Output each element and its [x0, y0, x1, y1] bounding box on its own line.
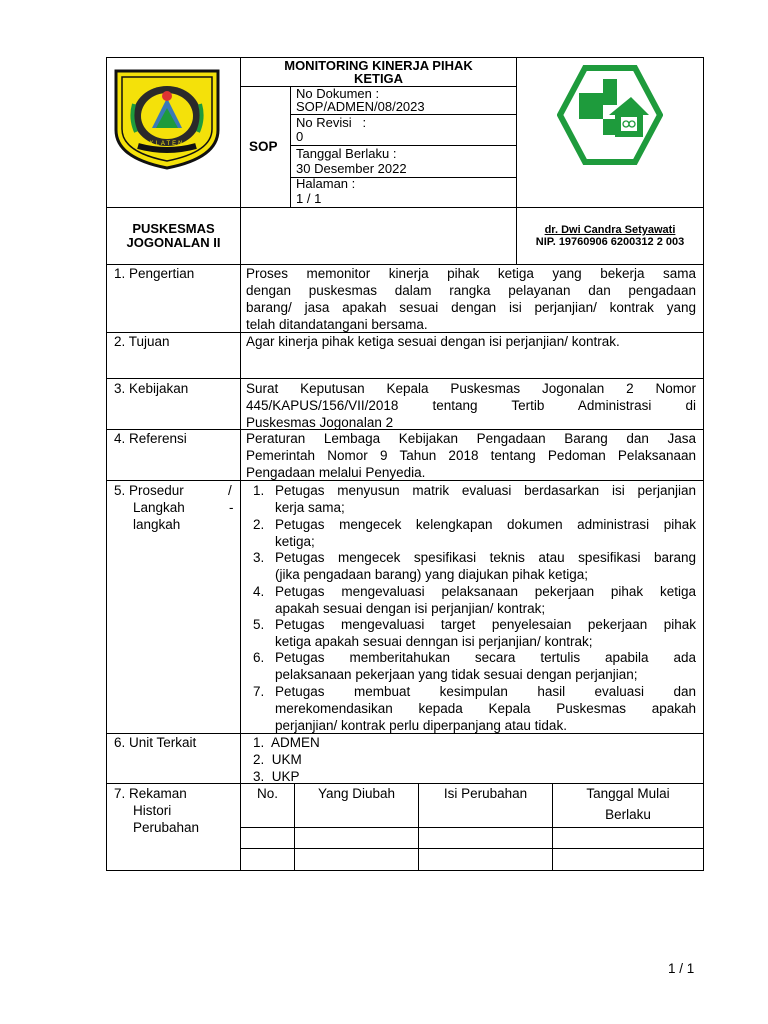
no-dokumen-label: No Dokumen : [296, 86, 380, 101]
column-header-tanggal-mulai: Tanggal Mulai [586, 786, 670, 801]
klaten-logo-icon [112, 68, 222, 170]
prosedur-label-dash: - [229, 500, 234, 515]
pengertian-label: 1. Pengertian [114, 266, 195, 281]
list-item: Petugas membuat kesimpulan hasil evaluasi dan [275, 684, 696, 699]
no-revisi-value: 0 [296, 129, 304, 144]
list-item: 3. UKP [253, 769, 300, 784]
halaman-value: 1 / 1 [296, 191, 322, 206]
org-name-line2: JOGONALAN II [126, 235, 221, 250]
org-name-line1: PUSKESMAS [132, 221, 215, 236]
referensi-label: 4. Referensi [114, 431, 187, 446]
list-item: apakah sesuai dengan isi perjanjian/ kontrak; [275, 601, 546, 616]
rekaman-label-histori: Histori [133, 803, 172, 818]
tujuan-label: 2. Tujuan [114, 334, 170, 349]
sop-label: SOP [249, 139, 278, 154]
prosedur-label-langkah: Langkah [133, 500, 185, 515]
list-item: Petugas mengecek spesifikasi teknis atau spesifikasi barang [275, 550, 696, 565]
list-item-number: 5. [253, 617, 265, 632]
list-item-number: 6. [253, 650, 265, 665]
column-header-no: No. [256, 786, 278, 801]
list-item: ketiga; [275, 534, 315, 549]
page-number: 1 / 1 [668, 961, 695, 976]
rekaman-label: 7. Rekaman [114, 786, 187, 801]
list-item-number: 3. [253, 550, 265, 565]
no-dokumen-value: SOP/ADMEN/08/2023 [296, 99, 425, 114]
list-item: Petugas mengecek kelengkapan dokumen administrasi pihak [275, 517, 696, 532]
list-item-number: 4. [253, 584, 265, 599]
puskesmas-logo-icon [557, 65, 663, 165]
rekaman-label-perubahan: Perubahan [133, 820, 200, 835]
column-header-yang-diubah: Yang Diubah [317, 786, 396, 801]
column-header-berlaku: Berlaku [605, 807, 651, 822]
list-item-number: 2. [253, 517, 265, 532]
halaman-label: Halaman : [296, 176, 356, 191]
prosedur-label: 5. Prosedur [114, 483, 184, 498]
tujuan-text: Agar kinerja pihak ketiga sesuai dengan isi perjanjian/ kontrak. [246, 334, 620, 349]
no-revisi-label: No Revisi : [296, 115, 367, 130]
list-item: ketiga apakah sesuai denngan isi perjanjian/ kontrak; [275, 634, 593, 649]
list-item-number: 7. [253, 684, 265, 699]
list-item: pelaksanaan pekerjaan yang tidak sesuai dengan perjanjian; [275, 667, 638, 682]
list-item: 1. ADMEN [253, 735, 320, 750]
list-item: merekomendasikan kepada Kepala Puskesmas apakah [275, 701, 696, 716]
signer-nip: NIP. 19760906 6200312 2 003 [535, 236, 685, 248]
list-item: Petugas menyusun matrik evaluasi berdasarkan isi perjanjian [275, 483, 696, 498]
list-item: Petugas mengevaluasi target penyelesaian pekerjaan pihak [275, 617, 696, 632]
unit-terkait-label: 6. Unit Terkait [114, 735, 197, 750]
list-item: perjanjian/ kontrak perlu diperpanjang atau tidak. [275, 718, 567, 733]
signer-name: dr. Dwi Candra Setyawati [544, 224, 676, 236]
tanggal-berlaku-label: Tanggal Berlaku : [296, 146, 397, 161]
prosedur-label-langkah2: langkah [133, 517, 181, 532]
list-item: 2. UKM [253, 752, 302, 767]
list-item-number: 1. [253, 483, 265, 498]
tanggal-berlaku-value: 30 Desember 2022 [296, 161, 407, 176]
logo-text: KLATEN [149, 141, 185, 147]
list-item: kerja sama; [275, 500, 345, 515]
prosedur-label-slash: / [228, 483, 232, 498]
column-header-isi-perubahan: Isi Perubahan [443, 786, 528, 801]
list-item: (jika pengadaan barang) yang diajukan pihak ketiga; [275, 567, 588, 582]
list-item: Petugas mengevaluasi pelaksanaan pekerjaan pihak ketiga [275, 584, 696, 599]
document-title-line2: KETIGA [353, 71, 404, 86]
document-title-line1: MONITORING KINERJA PIHAK [284, 58, 473, 73]
list-item: Petugas memberitahukan secara tertulis apabila ada [275, 650, 696, 665]
kebijakan-label: 3. Kebijakan [114, 381, 189, 396]
